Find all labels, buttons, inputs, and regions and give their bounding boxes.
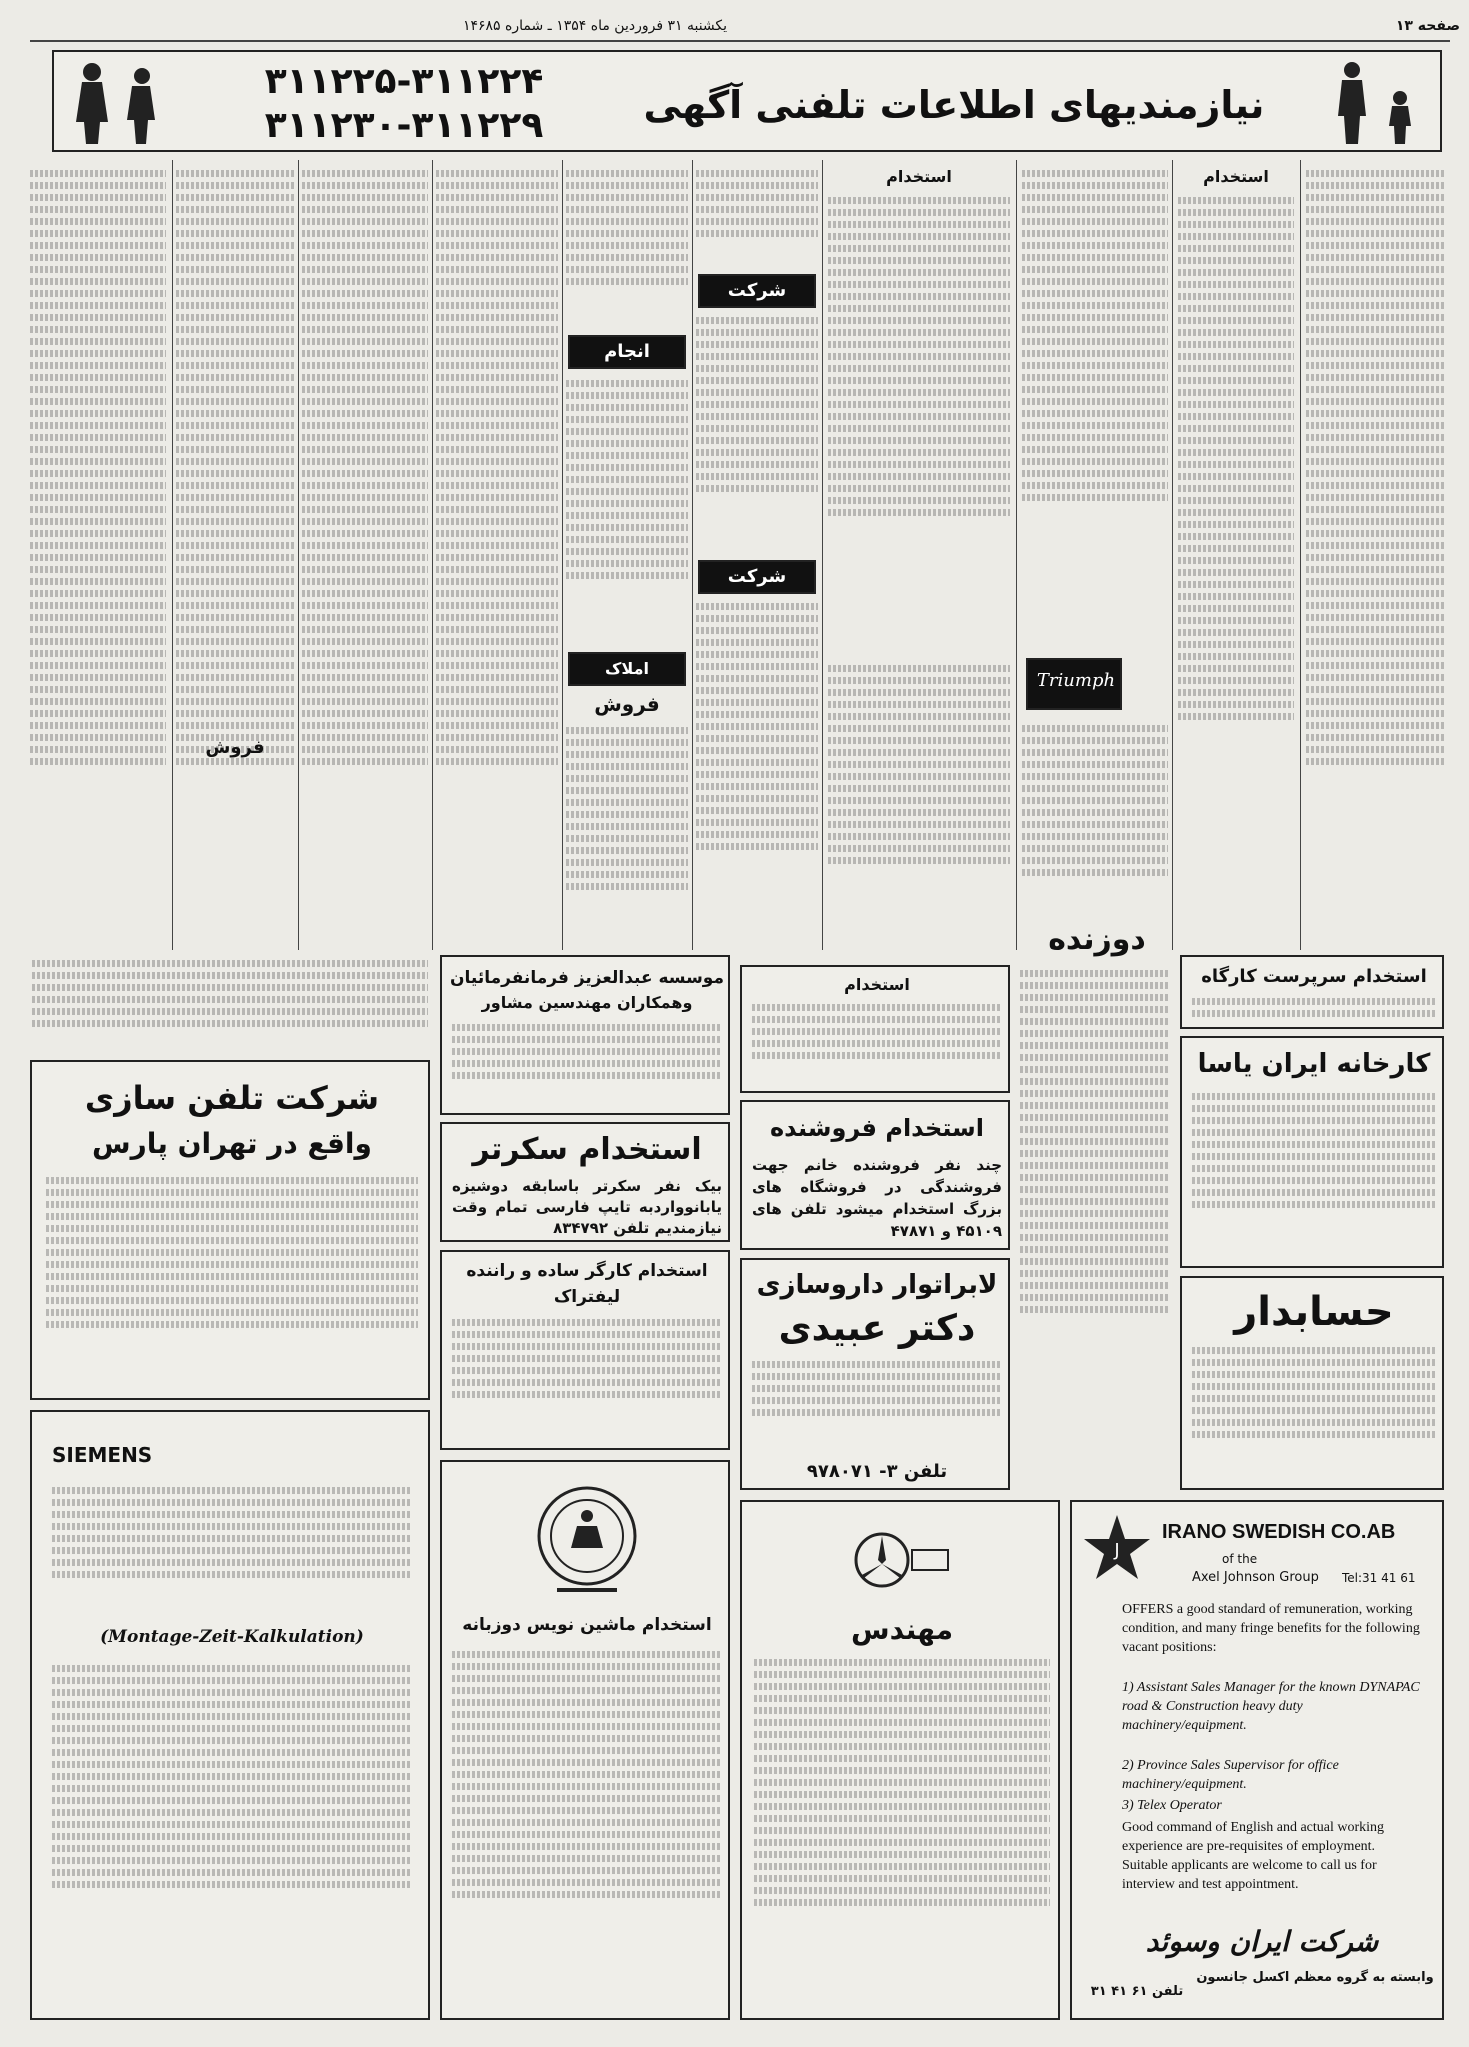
siemens-ad [30,1410,430,2020]
classified-column [1306,165,1444,945]
abdolaziz-ad [440,955,730,1115]
employment-box [740,965,1010,1093]
real-estate-heading: املاک [568,652,686,686]
engineer-title: مهندس [850,1613,954,1646]
lab-name: دکتر عبیدی [778,1308,976,1349]
accountant-title: حسابدار [1234,1289,1394,1335]
sharekat-heading: شرکت [698,560,816,594]
tailors-heading: دوزنده [1048,922,1146,957]
employment-top-heading: استخدام [1203,167,1269,186]
workshop-super-body [1192,993,1436,1027]
column-rule [822,160,823,950]
workshop-super-title: استخدام سرپرست کارگاه [1201,966,1427,987]
saleswoman-body: چند نفر فروشنده خانم جهت فروشندگی در فروشگاه های بزرگ استخدام میشود تلفن های ۴۵۱۰۹ و ۴۷۸۷۱ [752,1156,1002,1240]
typist-title: استخدام ماشین نویس دوزبانه [462,1615,712,1635]
swedish-position-1: 1) Assistant Sales Manager for the known DYNAPAC road & Construction heavy duty machinery/equipment. [1122,1680,1420,1733]
abdolaziz-subtitle: وهمکاران مهندسین مشاور [481,993,693,1012]
column-rule [1016,160,1017,950]
classified-column [436,165,558,945]
classified-column [696,165,818,270]
saleswoman-title: استخدام فروشنده [770,1114,984,1142]
column-rule [1300,160,1301,950]
lab-title: لابراتوار داروسازی [756,1270,998,1300]
lab-phone: تلفن ۳- ۹۷۸۰۷۱ [806,1461,948,1482]
worker-ad [440,1250,730,1450]
iran-vosoud-title: شرکت ایران وسوئد [1145,1925,1379,1958]
classified-column [30,165,166,945]
column-rule [432,160,433,950]
villa-sale-heading: فروش [205,737,265,758]
classified-column [828,192,1010,652]
header-rule [30,40,1450,42]
swedish-tel: Tel:31 41 61 [1342,1571,1416,1585]
banner-figure-left [62,58,182,146]
siemens-body-2 [52,1660,412,2000]
banner-phones-2: ۳۱۱۲۳۰-۳۱۱۲۲۹ [264,105,544,146]
classified-column [1022,165,1168,645]
vosoud-tel: تلفن ۶۱ ۴۱ ۳۱ [1090,1984,1184,1999]
emblem-icon [527,1476,647,1606]
banner-text: نیازمندیهای اطلاعات تلفنی آگهی [643,83,1265,127]
iran-yasa-ad [1180,1036,1444,1268]
classified-column [176,165,294,945]
vosoud-sub: وابسته به گروه معظم اکسل جانسون [1196,1970,1434,1985]
workshop-super-ad [1180,955,1444,1029]
irano-swedish-ad [1070,1500,1444,2020]
column-rule [172,160,173,950]
banner-phones-1: ۳۱۱۲۲۵-۳۱۱۲۲۴ [264,61,544,102]
mercedes-star-icon [852,1520,952,1600]
swedish-position-3: 3) Telex Operator [1122,1798,1222,1813]
telephone-co-above [32,955,428,1051]
typist-ad [440,1460,730,2020]
classified-column [566,375,688,645]
swedish-title: IRANO SWEDISH CO.AB [1162,1521,1396,1543]
classified-column [828,660,1010,944]
svg-text:J: J [1114,1540,1120,1561]
swedish-group: Axel Johnson Group [1192,1570,1319,1585]
worker-body [452,1314,722,1446]
secretary-ad [440,1122,730,1242]
siemens-montage: (Montage-Zeit-Kalkulation) [100,1627,364,1647]
triumph-logo: Triumph [1036,670,1116,691]
banner [52,50,1442,152]
siemens-logo: SIEMENS [52,1443,153,1467]
employment-box-title: استخدام [844,975,910,994]
classified-column [302,165,428,945]
worker-title: استخدام کارگر ساده و راننده لیفتراک [466,1261,708,1307]
swedish-position-2: 2) Province Sales Supervisor for office machinery/equipment. [1122,1758,1339,1792]
accountant-ad [1180,1276,1444,1490]
telephone-co-body [46,1172,418,1392]
column-rule [562,160,563,950]
saleswoman-ad [740,1100,1010,1250]
telephone-co-ad [30,1060,430,1400]
tailors-body [1020,965,1170,1490]
classified-column [1022,720,1168,944]
abdolaziz-title: موسسه عبدالعزیز فرمانفرمائیان [450,968,724,988]
classified-column [566,722,688,944]
typist-body [452,1646,722,2016]
swedish-requirements: Good command of English and actual working experience are pre-requisites of employment. Suitable applicants are welcome to call us for interview and test appointment. [1122,1820,1385,1892]
telephone-co-sub: واقع در تهران پارس [92,1127,372,1160]
secretary-body: بیک نفر سکرتر باسابقه دوشیزه یابانوواردبه تایپ فارسی تمام وقت نیازمندیم تلفن ۸۳۴۷۹۲ [452,1177,722,1237]
company-heading: شرکت [698,274,816,308]
employment-heading: استخدام [886,167,952,186]
banner-figure-right [1312,58,1432,146]
swedish-of: of the [1222,1552,1258,1566]
classified-column [566,165,688,330]
abdolaziz-body [452,1019,722,1111]
date-issue: یکشنبه ۳۱ فروردین ماه ۱۳۵۴ ـ شماره ۱۴۶۸۵ [462,18,728,34]
column-rule [298,160,299,950]
iran-yasa-title: کارخانه ایران یاسا [1197,1049,1431,1079]
page-number: صفحه ۱۳ [1395,18,1460,34]
sale-heading: فروش [594,692,660,716]
accountant-body [1192,1342,1436,1486]
engineer-body [754,1654,1050,2014]
siemens-body-1 [52,1482,412,1622]
iran-yasa-body [1192,1088,1436,1264]
triumph-logo-box [1026,658,1122,710]
star-j-logo-icon [1082,1512,1152,1582]
secretary-title: استخدام سکرتر [472,1132,702,1167]
classified-column [696,598,818,944]
telephone-co-title: شرکت تلفن سازی [84,1079,380,1117]
accounting-heading: انجام [568,335,686,369]
column-rule [1172,160,1173,950]
column-rule [692,160,693,950]
classified-column [1178,192,1294,944]
lab-ad [740,1258,1010,1490]
classified-column [696,312,818,556]
lab-body [752,1356,1002,1456]
swedish-offers: OFFERS a good standard of remuneration, working condition, and many fringe benefits for the following vacant positions: [1122,1602,1420,1655]
engineer-ad [740,1500,1060,2020]
employment-box-body [752,999,1002,1089]
